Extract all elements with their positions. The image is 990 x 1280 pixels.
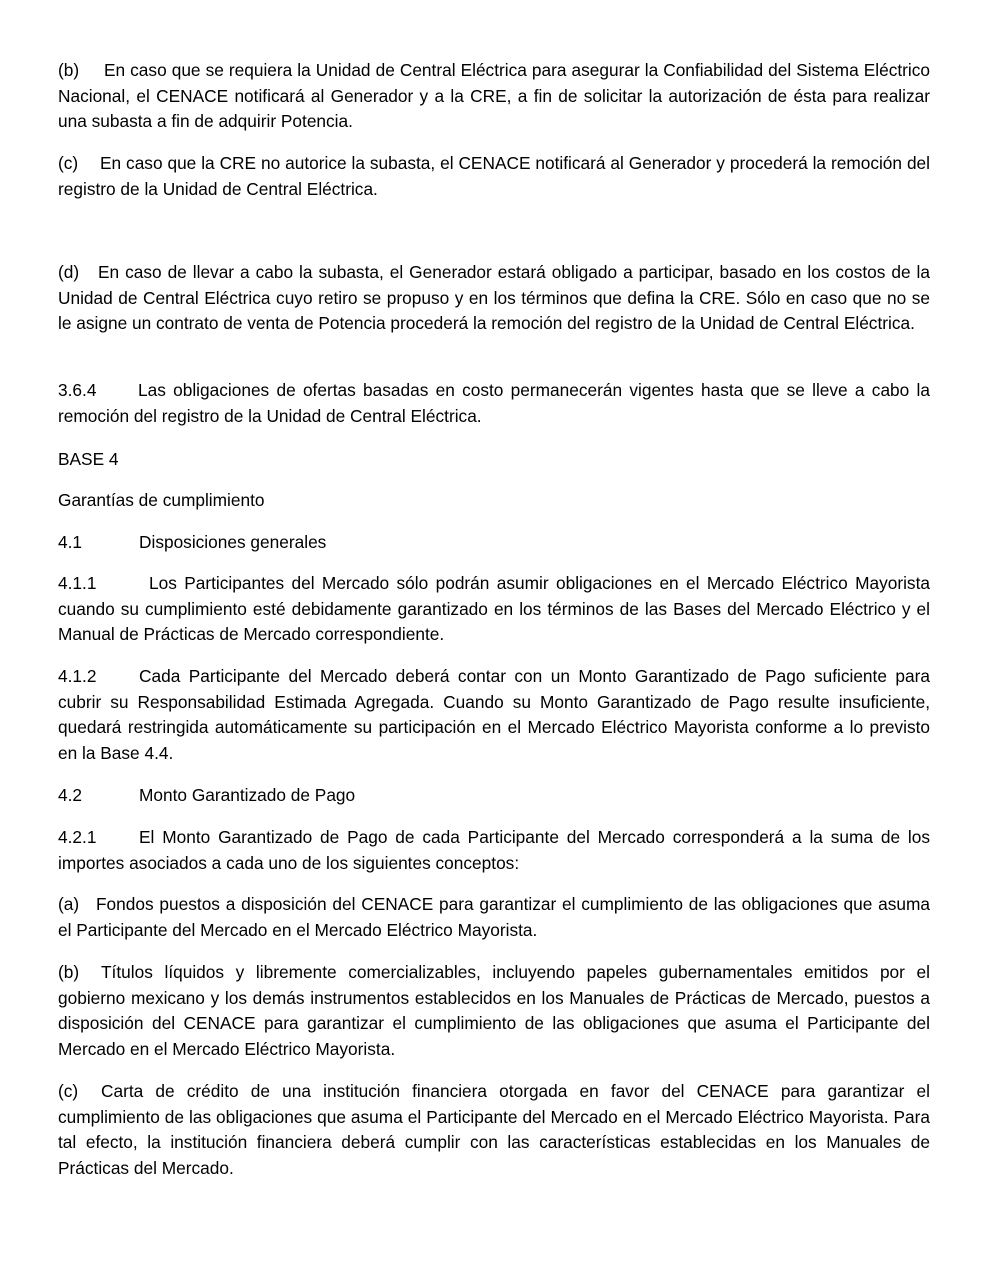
section-number: 4.1.1: [58, 573, 97, 593]
item-label: (d): [58, 262, 80, 282]
paragraph-text: Las obligaciones de ofertas basadas en costo permanecerán vigentes hasta que se lleve a cabo la remoción del registro de la Unidad de Central Eléctrica.: [58, 380, 930, 426]
paragraph-text: El Monto Garantizado de Pago de cada Participante del Mercado corresponderá a la suma de los importes asociados a cada uno de los siguientes conceptos:: [58, 827, 930, 873]
heading-text: Monto Garantizado de Pago: [139, 785, 356, 805]
section-number: 4.2: [58, 785, 83, 805]
item-label: (c): [58, 153, 79, 173]
paragraph-text: Los Participantes del Mercado sólo podrán asumir obligaciones en el Mercado Eléctrico Mayorista cuando su cumplimiento esté debidamente garantizado en los términos de las Bases del Mercado Eléctrico y el Manual de Prácticas de Mercado correspondiente.: [58, 573, 930, 645]
paragraph-text: Cada Participante del Mercado deberá contar con un Monto Garantizado de Pago suficiente para cubrir su Responsabilidad Estimada Agregada. Cuando su Monto Garantizado de Pago resulte insuficiente, quedará restringida automáticamente su participación en el Mercado Eléctrico Mayorista conforme a lo previsto en la Base 4.4.: [58, 666, 930, 764]
paragraph-text: En caso que se requiera la Unidad de Central Eléctrica para asegurar la Confiabilidad del Sistema Eléctrico Nacional, el CENACE notificará al Generador y a la CRE, a fin de solicitar la autorización de ésta para realizar una subasta a fin de adquirir Potencia.: [58, 60, 930, 132]
heading-4-2: [58, 783, 930, 809]
paragraph-text: Carta de crédito de una institución financiera otorgada en favor del CENACE para garantizar el cumplimiento de las obligaciones que asuma el Participante del Mercado en el Mercado Eléctrico Mayorista. Para tal efecto, la institución financiera deberá cumplir con las características establecidas en los Manuales de Prácticas del Mercado.: [58, 1081, 930, 1179]
item-label: (c): [58, 1081, 79, 1101]
paragraph-3-6-3-c: [58, 151, 930, 202]
paragraph-4-2-1-c: [58, 1079, 930, 1182]
paragraph-text: En caso de llevar a cabo la subasta, el Generador estará obligado a participar, basado en los costos de la Unidad de Central Eléctrica cuyo retiro se propuso y en los términos que defina la CRE. Sólo en caso que no se le asigne un contrato de venta de Potencia procederá la remoción del registro de la Unidad de Central Eléctrica.: [58, 262, 930, 334]
heading-4-1: [58, 530, 930, 556]
heading-text: BASE 4: [58, 449, 119, 469]
paragraph-4-1-1: [58, 571, 930, 648]
item-label: (b): [58, 962, 80, 982]
heading-base-4: [58, 447, 930, 473]
item-label: (b): [58, 60, 80, 80]
paragraph-text: En caso que la CRE no autorice la subasta, el CENACE notificará al Generador y procederá la remoción del registro de la Unidad de Central Eléctrica.: [58, 153, 930, 199]
paragraph-4-2-1-a: [58, 892, 930, 943]
section-number: 4.1.2: [58, 666, 97, 686]
section-number: 4.1: [58, 532, 83, 552]
paragraph-text: Fondos puestos a disposición del CENACE para garantizar el cumplimiento de las obligaciones que asuma el Participante del Mercado en el Mercado Eléctrico Mayorista.: [58, 894, 930, 940]
paragraph-4-1-2: [58, 664, 930, 767]
paragraph-3-6-3-d: [58, 260, 930, 337]
item-label: (a): [58, 894, 80, 914]
paragraph-4-2-1-b: [58, 960, 930, 1063]
heading-garantias: [58, 488, 930, 514]
heading-text: Disposiciones generales: [139, 532, 327, 552]
section-number: 3.6.4: [58, 380, 97, 400]
paragraph-text: Títulos líquidos y libremente comercializables, incluyendo papeles gubernamentales emitidos por el gobierno mexicano y los demás instrumentos establecidos en los Manuales de Prácticas de Mercado, puestos a disposición del CENACE para garantizar el cumplimiento de las obligaciones que asuma el Participante del Mercado en el Mercado Eléctrico Mayorista.: [58, 962, 930, 1060]
section-number: 4.2.1: [58, 827, 97, 847]
paragraph-4-2-1: [58, 825, 930, 876]
paragraph-3-6-4: [58, 378, 930, 429]
heading-text: Garantías de cumplimiento: [58, 490, 265, 510]
paragraph-3-6-3-b: [58, 58, 930, 135]
